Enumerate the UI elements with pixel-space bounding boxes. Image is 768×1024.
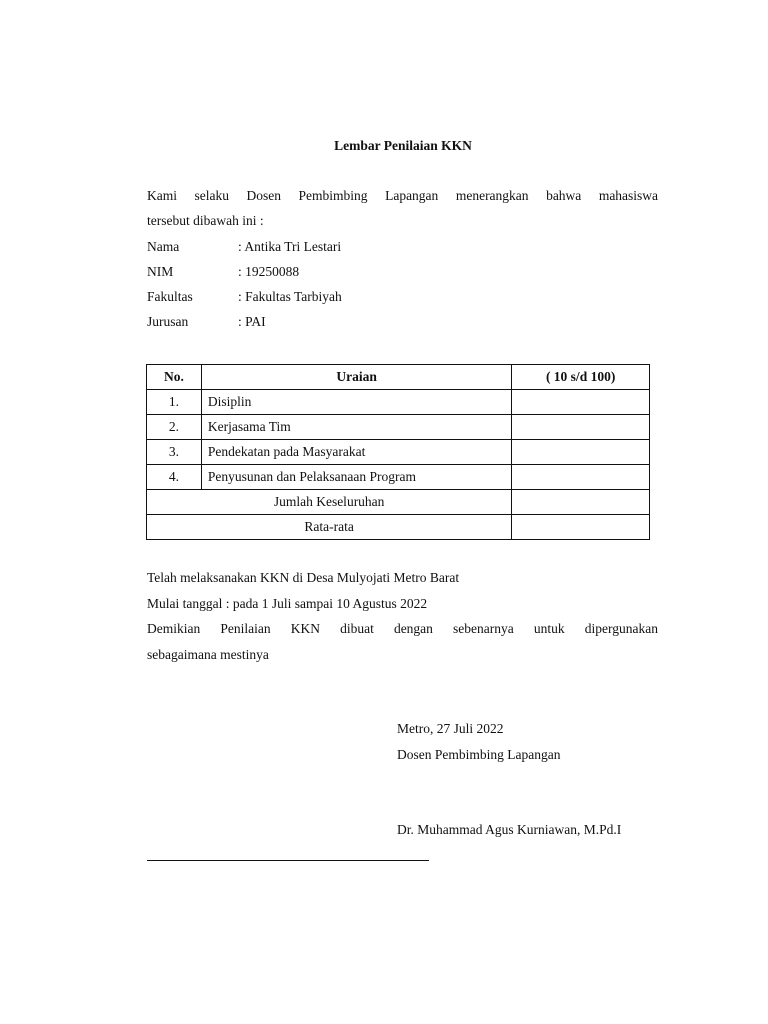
closing-line-3: Demikian Penilaian KKN dibuat dengan sebenarnya untuk dipergunakan (147, 621, 658, 636)
intro-word: bahwa (546, 188, 582, 203)
closing-line-4: sebagaimana mestinya (147, 647, 269, 662)
header-no: No. (147, 365, 202, 390)
table-row (147, 465, 650, 490)
total-label: Jumlah Keseluruhan (147, 490, 512, 515)
intro-word: Lapangan (385, 188, 439, 203)
intro-word: menerangkan (455, 188, 529, 203)
row-no: 3. (147, 440, 202, 465)
signer-role: Dosen Pembimbing Lapangan (397, 747, 561, 762)
row-score (512, 440, 650, 465)
name-value: : Antika Tri Lestari (238, 239, 342, 254)
row-score (512, 390, 650, 415)
nim-label: NIM (147, 264, 174, 279)
table-average-row (147, 515, 650, 540)
closing-line-1: Telah melaksanakan KKN di Desa Mulyojati Metro Barat (147, 570, 460, 585)
intro-line-2: tersebut dibawah ini : (147, 213, 264, 228)
department-value: : PAI (238, 314, 266, 329)
row-no: 2. (147, 415, 202, 440)
table-total-row (147, 490, 650, 515)
signature-line (147, 860, 429, 861)
intro-word: Dosen (246, 188, 282, 203)
row-score (512, 415, 650, 440)
table-row (147, 440, 650, 465)
average-label: Rata-rata (147, 515, 512, 540)
place-date: Metro, 27 Juli 2022 (397, 721, 504, 736)
row-no: 4. (147, 465, 202, 490)
department-label: Jurusan (147, 314, 189, 329)
document-title: Lembar Penilaian KKN (334, 138, 472, 153)
total-score (512, 490, 650, 515)
intro-line-1 (147, 188, 658, 204)
row-score (512, 465, 650, 490)
row-no: 1. (147, 390, 202, 415)
intro-word: Kami (147, 188, 177, 203)
faculty-label: Fakultas (147, 289, 193, 304)
table-row (147, 390, 650, 415)
header-score: ( 10 s/d 100) (512, 365, 650, 390)
row-uraian: Disiplin (201, 390, 511, 415)
nim-value: : 19250088 (238, 264, 300, 279)
faculty-value: : Fakultas Tarbiyah (238, 289, 342, 304)
intro-word: selaku (194, 188, 230, 203)
intro-word: mahasiswa (598, 188, 659, 203)
assessment-table (146, 364, 650, 540)
name-label: Nama (147, 239, 180, 254)
table-row (147, 415, 650, 440)
average-score (512, 515, 650, 540)
row-uraian: Kerjasama Tim (201, 415, 511, 440)
intro-word: Pembimbing (298, 188, 368, 203)
header-uraian: Uraian (201, 365, 511, 390)
row-uraian: Penyusunan dan Pelaksanaan Program (201, 465, 511, 490)
table-header-row (147, 365, 650, 390)
signer-name: Dr. Muhammad Agus Kurniawan, M.Pd.I (397, 822, 622, 837)
row-uraian: Pendekatan pada Masyarakat (201, 440, 511, 465)
closing-line-2: Mulai tanggal : pada 1 Juli sampai 10 Agustus 2022 (147, 596, 428, 611)
